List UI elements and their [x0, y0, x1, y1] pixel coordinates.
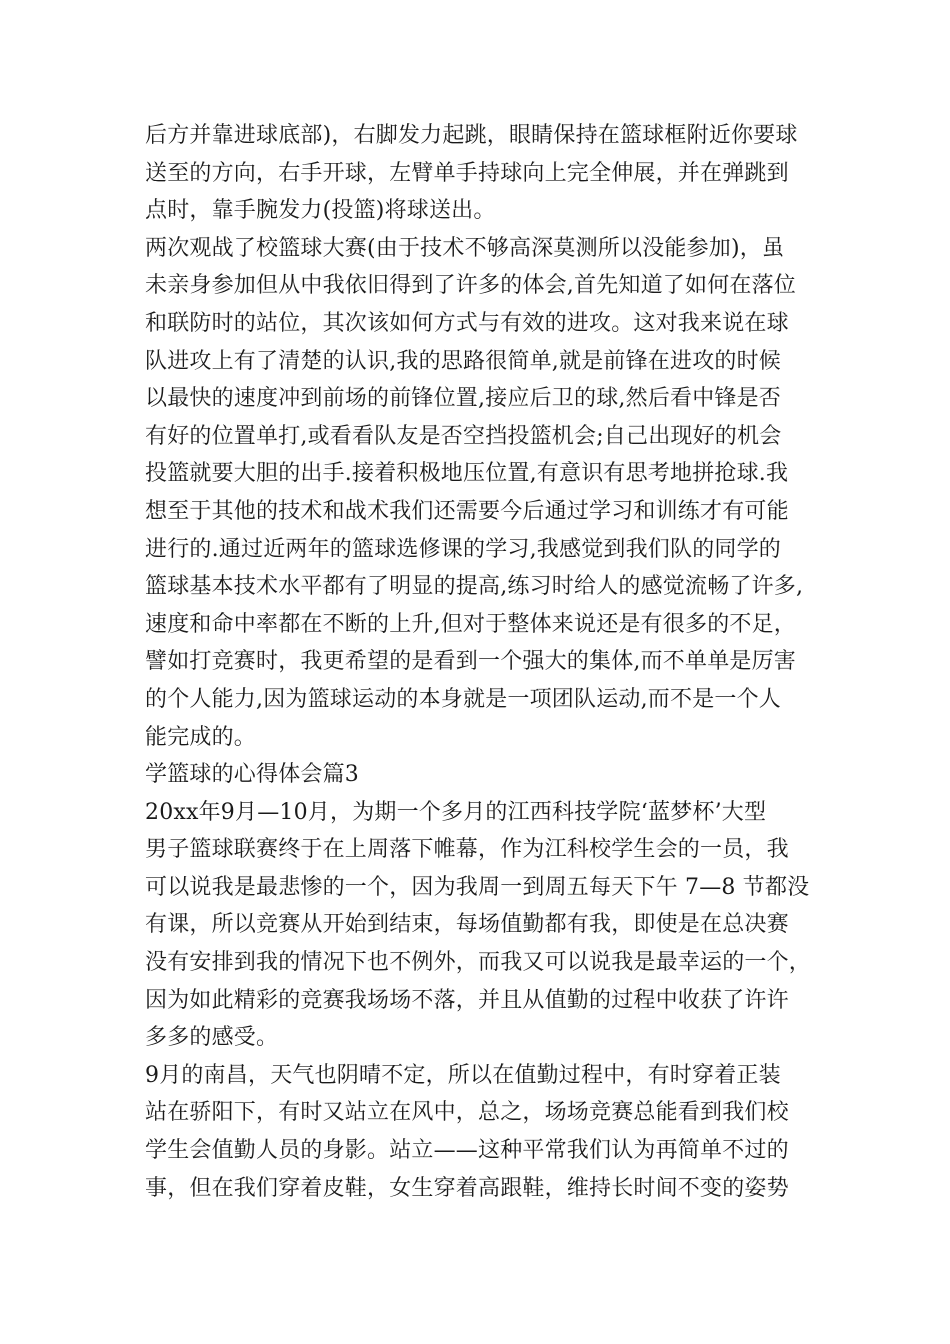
text-line: 后方并靠进球底部)，右脚发力起跳，眼睛保持在篮球框附近你要球 [145, 123, 798, 148]
text-line: 9月的南昌，天气也阴晴不定，所以在值勤过程中，有时穿着正装 [145, 1062, 781, 1088]
text-line: 多多的感受。 [145, 1025, 279, 1051]
text-line: 投篮就要大胆的出手.接着积极地压位置,有意识有思考地拼抢球.我 [145, 461, 789, 487]
text-line: 譬如打竞赛时，我更希望的是看到一个强大的集体,而不单单是厉害 [145, 649, 796, 675]
text-line: 未亲身参加但从中我依旧得到了许多的体会,首先知道了如何在落位 [145, 273, 796, 299]
text-line: 男子篮球联赛终于在上周落下帷幕，作为江科校学生会的一员，我 [145, 837, 789, 863]
text-line: 点时，靠手腕发力(投篮)将球送出。 [145, 198, 496, 224]
text-line: 队进攻上有了清楚的认识,我的思路很简单,就是前锋在进攻的时候 [145, 348, 781, 374]
section-heading: 学篮球的心得体会篇3 [145, 762, 359, 788]
text-line: 篮球基本技术水平都有了明显的提高,练习时给人的感觉流畅了许多, [145, 574, 804, 600]
text-line: 可以说我是最悲惨的一个，因为我周一到周五每天下午 7—8 节都没 [145, 874, 810, 900]
text-line: 想至于其他的技术和战术我们还需要今后通过学习和训练才有可能 [145, 498, 789, 524]
text-line: 因为如此精彩的竞赛我场场不落，并且从值勤的过程中收获了许许 [145, 987, 789, 1013]
text-line: 事，但在我们穿着皮鞋，女生穿着高跟鞋，维持长时间不变的姿势 [145, 1175, 789, 1201]
text-line: 送至的方向，右手开球，左臂单手持球向上完全伸展，并在弹跳到 [145, 160, 789, 186]
text-line: 能完成的。 [145, 724, 257, 750]
text-line: 有课，所以竞赛从开始到结束，每场值勤都有我，即使是在总决赛 [145, 912, 789, 938]
text-line: 进行的.通过近两年的篮球选修课的学习,我感觉到我们队的同学的 [145, 536, 781, 562]
text-line: 和联防时的站位，其次该如何方式与有效的进攻。这对我来说在球 [145, 310, 789, 336]
document-body [145, 117, 835, 1207]
text-line: 的个人能力,因为篮球运动的本身就是一项团队运动,而不是一个人 [145, 686, 781, 712]
text-line: 速度和命中率都在不断的上升,但对于整体来说还是有很多的不足， [145, 611, 796, 637]
text-line: 站在骄阳下，有时又站立在风中，总之，场场竞赛总能看到我们校 [145, 1100, 789, 1126]
text-line: 以最快的速度冲到前场的前锋位置,接应后卫的球,然后看中锋是否 [145, 386, 781, 412]
text-line: 20xx年9月—10月，为期一个多月的江西科技学院‘蓝梦杯’大型 [145, 799, 767, 825]
text-line: 没有安排到我的情况下也不例外，而我又可以说我是最幸运的一个， [145, 950, 812, 976]
text-line: 学生会值勤人员的身影。站立——这种平常我们认为再简单不过的 [145, 1138, 789, 1164]
text-line: 两次观战了校篮球大赛(由于技术不够高深莫测所以没能参加)，虽 [145, 235, 785, 261]
text-line: 有好的位置单打,或看看队友是否空挡投篮机会;自己出现好的机会 [145, 423, 782, 449]
